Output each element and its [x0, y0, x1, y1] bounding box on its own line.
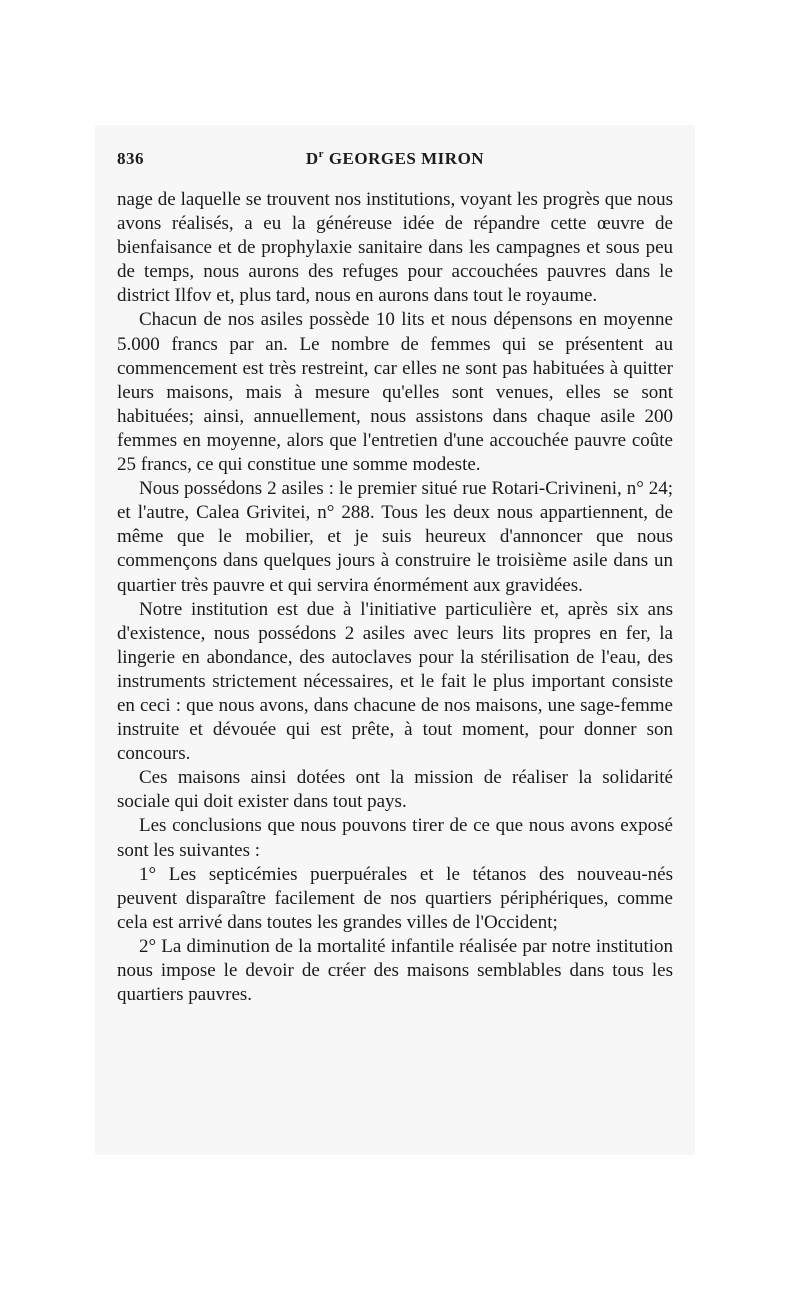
paragraph: Les conclusions que nous pouvons tirer de ce que nous avons exposé sont les suivantes : [117, 815, 673, 861]
paragraph: 2° La diminution de la mortalité infantile réalisée par notre institution nous impose le devoir de créer des maisons semblables dans tous les quartiers pauvres. [117, 935, 673, 1006]
book-page [95, 125, 695, 1155]
body-text [117, 188, 673, 1007]
paragraph: Nous possédons 2 asiles : le premier situé rue Rotari-Crivineni, n° 24; et l'autre, Calea Grivitei, n° 288. Tous les deux nous appartiennent, de même que le mobilier, et je suis heureux d'annoncer que nous commençons dans quelques jours à construire le troisième asile dans un quartier très pauvre et qui servira énormément aux gravidées. [117, 478, 673, 596]
author-name: GEORGES MIRON [324, 149, 485, 168]
author-prefix-superscript: r [318, 148, 325, 160]
paragraph: 1° Les septicémies puerpuérales et le tétanos des nouveau-nés peuvent disparaître facilement de nos quartiers périphériques, comme cela est arrivé dans toutes les grandes villes de l'Occident; [117, 863, 673, 933]
paragraph: Ces maisons ainsi dotées ont la mission de réaliser la solidarité sociale qui doit exister dans tout pays. [117, 767, 673, 813]
paragraph: Chacun de nos asiles possède 10 lits et nous dépensons en moyenne 5.000 francs par an. Le nombre de femmes qui se présentent au commencement est très restreint, car elles ne sont pas habituées à quitter leurs maisons, mais à mesure qu'elles sont venues, elles se sont habituées; ainsi, annuellement, nous assistons dans chaque asile 200 femmes en moyenne, alors que l'entretien d'une accouchée pauvre coûte 25 francs, ce qui constitue une somme modeste. [117, 309, 673, 476]
page-number: 836 [117, 149, 144, 168]
author-prefix: D [305, 149, 319, 168]
paragraph: nage de laquelle se trouvent nos institutions, voyant les progrès que nous avons réalisés, a eu la généreuse idée de répandre cette œuvre de bienfaisance et de prophylaxie sanitaire dans les campagnes et sous peu de temps, nous aurons des refuges pour accouchées pauvres dans le district Ilfov et, plus tard, nous en aurons dans tout le royaume. [117, 189, 673, 307]
paragraph: Notre institution est due à l'initiative particulière et, après six ans d'existence, nous possédons 2 asiles avec leurs lits propres en fer, la lingerie en abondance, des autoclaves pour la stérilisation de l'eau, des instruments strictement nécessaires, et le fait le plus important consiste en ceci : que nous avons, dans chacune de nos maisons, une sage-femme instruite et dévouée qui est prête, à tout moment, pour donner son concours. [117, 598, 673, 765]
running-head [117, 149, 673, 169]
